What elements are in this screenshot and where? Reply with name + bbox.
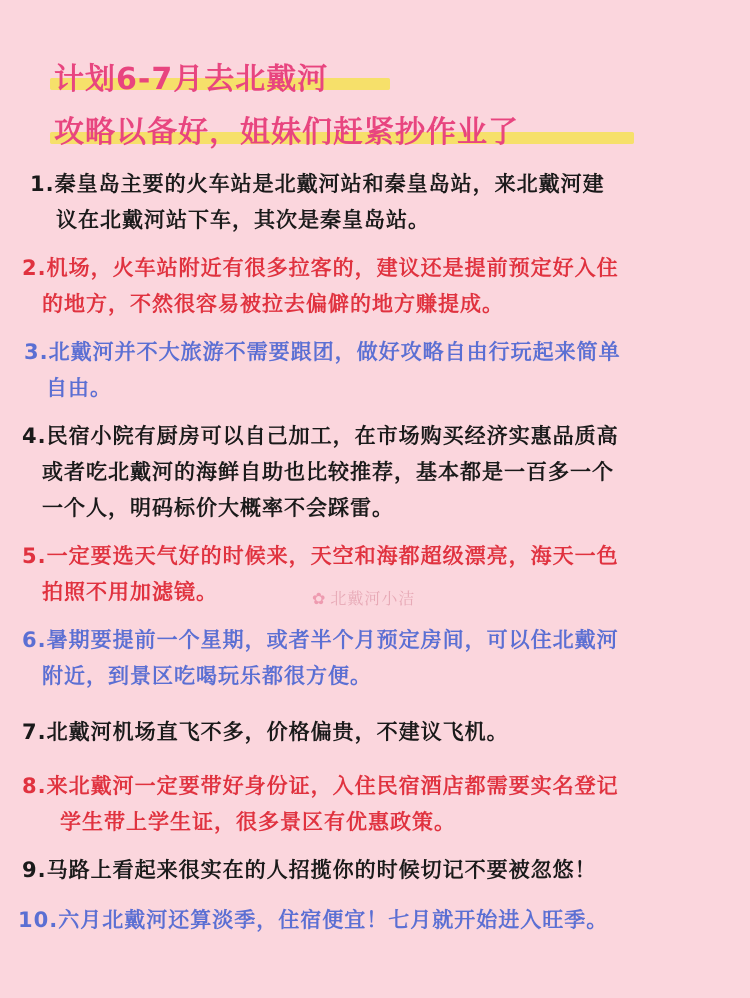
tip-2-line-1: 2.机场，火车站附近有很多拉客的，建议还是提前预定好入住 [22,256,619,280]
tip-item-2 [22,250,619,322]
tip-item-9 [22,852,597,888]
tip-1-line-1: 1.秦皇岛主要的火车站是北戴河站和秦皇岛站，来北戴河建 [30,172,605,196]
title-line-2: 攻略以备好，姐妹们赶紧抄作业了 [54,115,519,150]
watermark [312,586,415,609]
title-line-1: 计划6-7月去北戴河 [54,62,329,97]
tip-4-line-1: 4.民宿小院有厨房可以自己加工，在市场购买经济实惠品质高 [22,424,619,448]
tip-1-line-2: 议在北戴河站下车，其次是秦皇岛站。 [56,208,430,232]
flower-icon: ✿ [312,589,327,608]
tip-item-7 [22,714,509,750]
tip-item-3 [24,334,621,406]
tip-item-6 [22,622,619,694]
tip-6-line-1: 6.暑期要提前一个星期，或者半个月预定房间，可以住北戴河 [22,628,619,652]
tip-10-line-1: 10.六月北戴河还算淡季，住宿便宜！七月就开始进入旺季。 [18,908,609,932]
tip-8-line-1: 8.来北戴河一定要带好身份证，入住民宿酒店都需要实名登记 [22,774,619,798]
tip-5-line-2: 拍照不用加滤镜。 [42,580,218,604]
tip-item-4 [22,418,619,526]
tip-2-line-2: 的地方，不然很容易被拉去偏僻的地方赚提成。 [42,292,504,316]
tip-5-line-1: 5.一定要选天气好的时候来，天空和海都超级漂亮，海天一色 [22,544,619,568]
watermark-text: 北戴河小洁 [330,589,416,608]
tip-9-line-1: 9.马路上看起来很实在的人招揽你的时候切记不要被忽悠！ [22,858,597,882]
tip-6-line-2: 附近，到景区吃喝玩乐都很方便。 [42,664,372,688]
tip-item-8 [22,768,619,840]
tip-4-line-2: 或者吃北戴河的海鲜自助也比较推荐，基本都是一百多一个 [42,460,614,484]
tip-3-line-2: 自由。 [46,376,112,400]
tip-7-line-1: 7.北戴河机场直飞不多，价格偏贵，不建议飞机。 [22,720,509,744]
tip-3-line-1: 3.北戴河并不大旅游不需要跟团，做好攻略自由行玩起来简单 [24,340,621,364]
tip-8-line-2: 学生带上学生证，很多景区有优惠政策。 [60,810,456,834]
tip-item-1 [30,166,605,238]
tip-4-line-3: 一个人，明码标价大概率不会踩雷。 [42,496,394,520]
tip-item-10 [18,902,608,938]
